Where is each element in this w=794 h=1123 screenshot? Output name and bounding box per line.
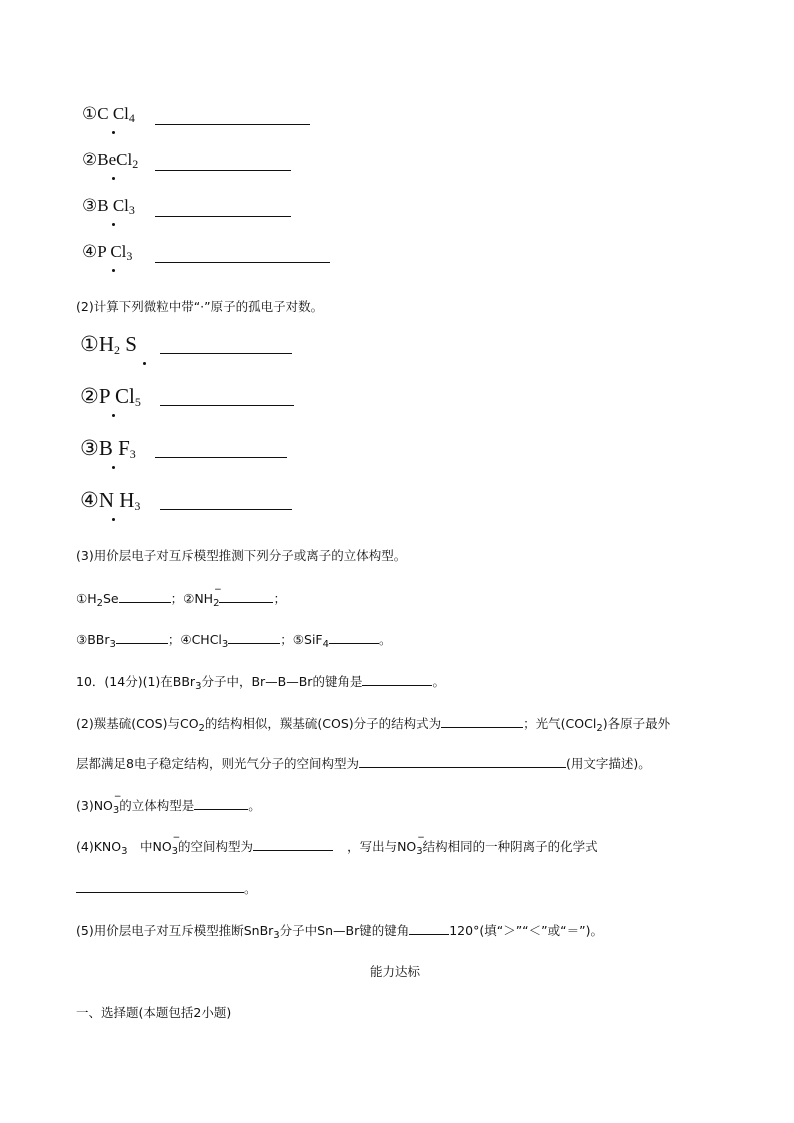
formula: ③BBr xyxy=(76,632,110,647)
part3-line-1 xyxy=(76,585,286,609)
formula: ；⑤SiF xyxy=(280,632,323,647)
formula-subscript: 3 xyxy=(134,499,141,513)
ion-charge: − xyxy=(417,833,425,843)
answer-blank[interactable] xyxy=(155,202,291,217)
answer-blank[interactable] xyxy=(409,920,449,935)
formula: H xyxy=(98,332,114,356)
q10-line-5 xyxy=(76,833,598,857)
ion-charge: − xyxy=(113,792,122,802)
part1-item-1 xyxy=(82,104,135,126)
question-text: 的空间构型为 xyxy=(178,839,254,854)
item-number: ③ xyxy=(80,436,99,460)
formula-subscript: 3 xyxy=(273,930,280,941)
item-number: ③ xyxy=(82,196,98,215)
part2-item-1 xyxy=(80,332,137,358)
part3-heading: (3)用价层电子对互斥模型推测下列分子或离子的立体构型。 xyxy=(76,548,407,563)
formula: P Cl xyxy=(98,384,135,408)
formula-subscript: 2 xyxy=(132,157,139,171)
formula: P Cl xyxy=(97,242,127,261)
question-text: (用文字描述)。 xyxy=(565,756,651,771)
question-text: (3)NO xyxy=(76,798,113,813)
question-text: 120°(填“＞”“＜”或“＝”)。 xyxy=(449,923,603,938)
question-text: (5)用价层电子对互斥模型推断SnBr xyxy=(76,923,274,938)
question-text: 的立体构型是 xyxy=(119,798,195,813)
formula: BeCl xyxy=(97,150,133,169)
answer-blank[interactable] xyxy=(228,629,280,644)
answer-blank[interactable] xyxy=(253,836,333,851)
answer-blank[interactable] xyxy=(155,156,291,171)
center-atom-dot xyxy=(112,269,115,272)
part1-item-4 xyxy=(82,242,132,264)
punctuation: 。 xyxy=(378,632,392,647)
item-number: ④ xyxy=(80,488,99,512)
punctuation: 。 xyxy=(248,798,261,813)
formula: ；④CHCl xyxy=(167,632,222,647)
part2-item-4 xyxy=(80,488,140,514)
ion-charge-sub xyxy=(171,833,181,857)
part2-item-2 xyxy=(80,384,141,410)
formula: ；②NH xyxy=(170,591,214,606)
formula-subscript: 2 xyxy=(198,723,205,734)
part2-heading: (2)计算下列微粒中带“·”原子的孤电子对数。 xyxy=(76,299,324,314)
center-atom-dot xyxy=(143,362,146,365)
formula: N H xyxy=(98,488,135,512)
formula-subscript: 3 xyxy=(126,249,133,263)
answer-blank[interactable] xyxy=(155,443,287,458)
formula-tail: S xyxy=(120,332,137,356)
center-atom-dot xyxy=(112,414,115,417)
answer-blank[interactable] xyxy=(160,495,292,510)
formula-subscript: 3 xyxy=(109,639,116,650)
ion-charge-sub xyxy=(112,792,122,816)
formula-subscript: 4 xyxy=(128,111,135,125)
answer-blank[interactable] xyxy=(362,671,432,686)
punctuation: 。 xyxy=(432,674,445,689)
ion-charge: − xyxy=(172,833,181,843)
part2-item-3 xyxy=(80,436,136,462)
ion-charge-sub xyxy=(416,833,425,857)
question-text: 中NO xyxy=(127,839,172,854)
answer-blank[interactable] xyxy=(329,629,379,644)
part1-item-3 xyxy=(82,196,135,218)
question-text: ；光气(COCl xyxy=(523,716,597,731)
question-text: 分子中Sn—Br键的键角 xyxy=(279,923,410,938)
part3-line-2 xyxy=(76,629,392,650)
answer-blank[interactable] xyxy=(359,753,566,768)
formula-subscript: 3 xyxy=(416,846,423,857)
answer-blank[interactable] xyxy=(155,110,310,125)
question-text: 的结构相似，羰基硫(COS)分子的结构式为 xyxy=(204,716,442,731)
answer-blank[interactable] xyxy=(219,588,273,603)
formula-subscript: 4 xyxy=(322,639,329,650)
section-subtitle: 一、选择题(本题包括2小题) xyxy=(76,1005,232,1020)
formula-subscript: 3 xyxy=(121,846,128,857)
question-text: 分子中，Br—B—Br的键角是 xyxy=(201,674,363,689)
item-number: ② xyxy=(82,150,98,169)
formula-subscript: 3 xyxy=(195,681,202,692)
question-text: ，写出与NO xyxy=(347,839,417,854)
question-text: (2)羰基硫(COS)与CO xyxy=(76,716,199,731)
formula-subscript: 3 xyxy=(171,846,179,857)
q10-line-1 xyxy=(76,671,445,692)
formula: ①H xyxy=(76,591,97,606)
ion-charge: − xyxy=(214,585,222,595)
center-atom-dot xyxy=(112,518,115,521)
ion-charge-sub xyxy=(213,585,222,609)
center-atom-dot xyxy=(112,466,115,469)
item-number: ④ xyxy=(82,242,98,261)
formula-subscript: 3 xyxy=(129,447,136,461)
center-atom-dot xyxy=(112,223,115,226)
q10-line-4 xyxy=(76,792,261,816)
q10-line-7 xyxy=(76,920,603,941)
question-text: )各原子最外 xyxy=(602,716,671,731)
formula: B F xyxy=(98,436,130,460)
item-number: ② xyxy=(80,384,99,408)
formula: Se xyxy=(102,591,119,606)
answer-blank[interactable] xyxy=(194,795,248,810)
answer-blank[interactable] xyxy=(441,713,523,728)
formula-subscript: 3 xyxy=(128,203,135,217)
punctuation: ； xyxy=(273,591,286,606)
center-atom-dot xyxy=(112,177,115,180)
question-text: 层都满足8电子稳定结构，则光气分子的空间构型为 xyxy=(76,756,359,771)
question-text: 结构相同的一种阴离子的化学式 xyxy=(422,839,598,854)
answer-blank[interactable] xyxy=(160,339,292,354)
formula: C Cl xyxy=(97,104,129,123)
part1-item-2 xyxy=(82,150,138,172)
formula-subscript: 3 xyxy=(112,805,120,816)
punctuation: 。 xyxy=(244,881,257,896)
item-number: ① xyxy=(80,332,99,356)
answer-blank[interactable] xyxy=(160,391,294,406)
answer-blank[interactable] xyxy=(155,248,330,263)
q10-line-2 xyxy=(76,713,670,734)
answer-blank[interactable] xyxy=(119,588,171,603)
item-number: ① xyxy=(82,104,98,123)
formula-subscript: 5 xyxy=(134,395,141,409)
formula-subscript: 2 xyxy=(213,598,220,609)
section-title: 能力达标 xyxy=(370,964,421,979)
answer-blank[interactable] xyxy=(76,878,244,893)
question-text: (4)KNO xyxy=(76,839,122,854)
formula-subscript: 3 xyxy=(221,639,229,650)
answer-blank[interactable] xyxy=(116,629,168,644)
formula: B Cl xyxy=(97,196,129,215)
question-text: 10．(14分)(1)在BBr xyxy=(76,674,196,689)
formula-subscript: 2 xyxy=(114,343,120,357)
formula-subscript: 2 xyxy=(96,598,103,609)
q10-line-3 xyxy=(76,753,651,772)
q10-line-6 xyxy=(76,878,257,897)
formula-subscript: 2 xyxy=(596,723,603,734)
center-atom-dot xyxy=(112,131,115,134)
